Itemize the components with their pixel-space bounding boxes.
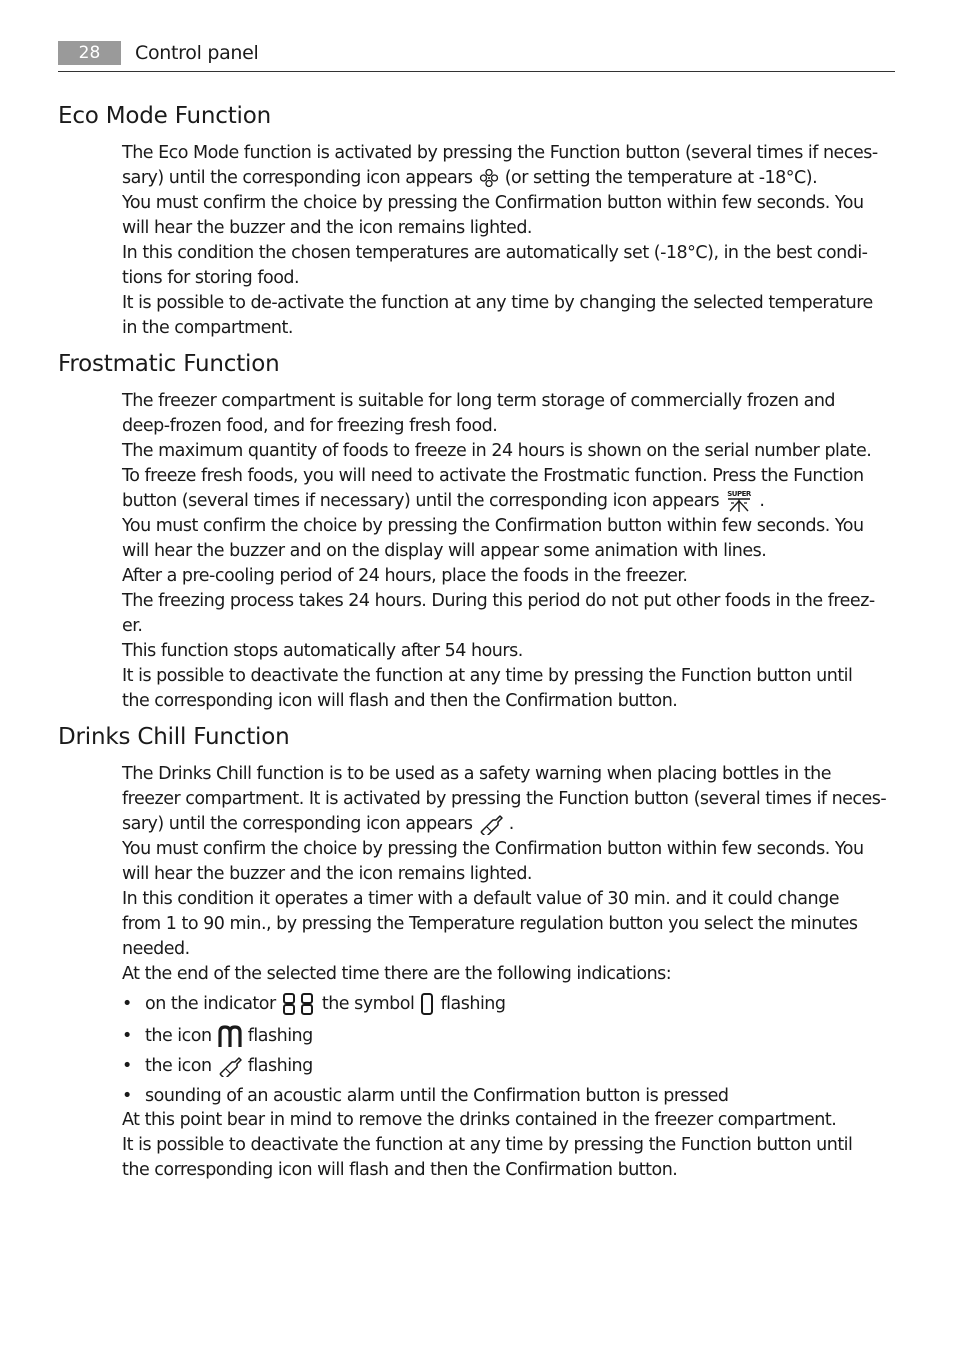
paragraph-line: To freeze fresh foods, you will need to activate the Frostmatic function. Press the Function xyxy=(122,466,864,486)
paragraph-line xyxy=(122,489,902,514)
paragraph-line: At this point bear in mind to remove the drinks contained in the freezer compartment. xyxy=(122,1110,837,1130)
paragraph-line: will hear the buzzer and the icon remains lighted. xyxy=(122,218,532,238)
bottle-icon xyxy=(478,813,504,835)
text-span: (or setting the temperature at -18°C). xyxy=(504,168,818,188)
bullet-marker: • xyxy=(122,1026,132,1046)
segment-zero-symbol-icon xyxy=(419,992,435,1016)
paragraph-line: In this condition the chosen temperatures are automatically set (-18°C), in the best condi- xyxy=(122,243,868,263)
paragraph-line: You must confirm the choice by pressing the Confirmation button within few seconds. You xyxy=(122,516,864,536)
paragraph-line: the corresponding icon will flash and then the Confirmation button. xyxy=(122,691,678,711)
paragraph-line: will hear the buzzer and on the display will appear some animation with lines. xyxy=(122,541,767,561)
paragraph-line: tions for storing food. xyxy=(122,268,300,288)
paragraph-line: from 1 to 90 min., by pressing the Temperature regulation button you select the minutes xyxy=(122,914,858,934)
frostmatic-heading: Frostmatic Function xyxy=(58,351,280,377)
eco-mode-body xyxy=(122,141,902,341)
paragraph-line: The Drinks Chill function is to be used as a safety warning when placing bottles in the xyxy=(122,764,832,784)
paragraph-line: It is possible to deactivate the function at any time by pressing the Function button until xyxy=(122,666,853,686)
paragraph-line xyxy=(122,812,902,837)
eco-mode-heading: Eco Mode Function xyxy=(58,103,271,129)
paragraph-line: the corresponding icon will flash and then the Confirmation button. xyxy=(122,1160,678,1180)
text-span: sary) until the corresponding icon appears xyxy=(122,814,473,834)
paragraph-line: It is possible to deactivate the function at any time by pressing the Function button until xyxy=(122,1135,853,1155)
page-number: 28 xyxy=(58,41,121,65)
paragraph-line: At the end of the selected time there are the following indications: xyxy=(122,964,672,984)
paragraph-line: The freezer compartment is suitable for long term storage of commercially frozen and xyxy=(122,391,836,411)
drinks-chill-body xyxy=(122,762,902,987)
list-item xyxy=(122,992,506,1017)
paragraph-line: The maximum quantity of foods to freeze in 24 hours is shown on the serial number plate. xyxy=(122,441,872,461)
text-span: . xyxy=(759,491,765,511)
page-header xyxy=(58,40,895,72)
paragraph-line: In this condition it operates a timer with a default value of 30 min. and it could change xyxy=(122,889,839,909)
bullet-marker: • xyxy=(122,1086,132,1106)
paragraph-line: It is possible to de-activate the function at any time by changing the selected temperature xyxy=(122,293,873,313)
super-label: SUPER xyxy=(727,490,752,498)
paragraph-line: needed. xyxy=(122,939,190,959)
text-span: flashing xyxy=(247,1026,313,1046)
paragraph-line: er. xyxy=(122,616,143,636)
text-span: the icon xyxy=(145,1056,212,1076)
text-span: the icon xyxy=(145,1026,212,1046)
paragraph-line: This function stops automatically after 54 hours. xyxy=(122,641,523,661)
bullet-marker: • xyxy=(122,994,132,1014)
paragraph-line: in the compartment. xyxy=(122,318,293,338)
bottle-icon xyxy=(217,1055,243,1077)
text-span: flashing xyxy=(440,994,506,1014)
paragraph-line: will hear the buzzer and the icon remains lighted. xyxy=(122,864,532,884)
text-span: flashing xyxy=(247,1056,313,1076)
text-span: . xyxy=(508,814,514,834)
section-title: Control panel xyxy=(135,42,259,64)
frostmatic-body xyxy=(122,389,902,714)
text-span: the symbol xyxy=(321,994,415,1014)
paragraph-line: deep-frozen food, and for freezing fresh food. xyxy=(122,416,498,436)
paragraph-line: After a pre-cooling period of 24 hours, place the foods in the freezer. xyxy=(122,566,688,586)
list-item xyxy=(122,1084,729,1109)
text-span: sounding of an acoustic alarm until the Confirmation button is pressed xyxy=(145,1086,729,1106)
seven-segment-88-icon xyxy=(281,992,317,1016)
eco-fan-icon xyxy=(478,168,500,188)
text-span: sary) until the corresponding icon appears xyxy=(122,168,473,188)
drinks-chill-heading: Drinks Chill Function xyxy=(58,724,290,750)
paragraph-line xyxy=(122,166,902,191)
list-item xyxy=(122,1024,313,1049)
paragraph-line: freezer compartment. It is activated by pressing the Function button (several times if neces- xyxy=(122,789,887,809)
list-item xyxy=(122,1054,313,1079)
drinks-chill-closing xyxy=(122,1108,902,1183)
text-span: on the indicator xyxy=(145,994,276,1014)
paragraph-line: The freezing process takes 24 hours. During this period do not put other foods in the freez- xyxy=(122,591,875,611)
paragraph-line: You must confirm the choice by pressing the Confirmation button within few seconds. You xyxy=(122,193,864,213)
paragraph-line: You must confirm the choice by pressing the Confirmation button within few seconds. You xyxy=(122,839,864,859)
m-minute-icon xyxy=(217,1024,243,1048)
bullet-marker: • xyxy=(122,1056,132,1076)
paragraph-line: The Eco Mode function is activated by pressing the Function button (several times if neces- xyxy=(122,143,878,163)
super-freeze-icon xyxy=(724,489,754,513)
text-span: button (several times if necessary) until the corresponding icon appears xyxy=(122,491,720,511)
